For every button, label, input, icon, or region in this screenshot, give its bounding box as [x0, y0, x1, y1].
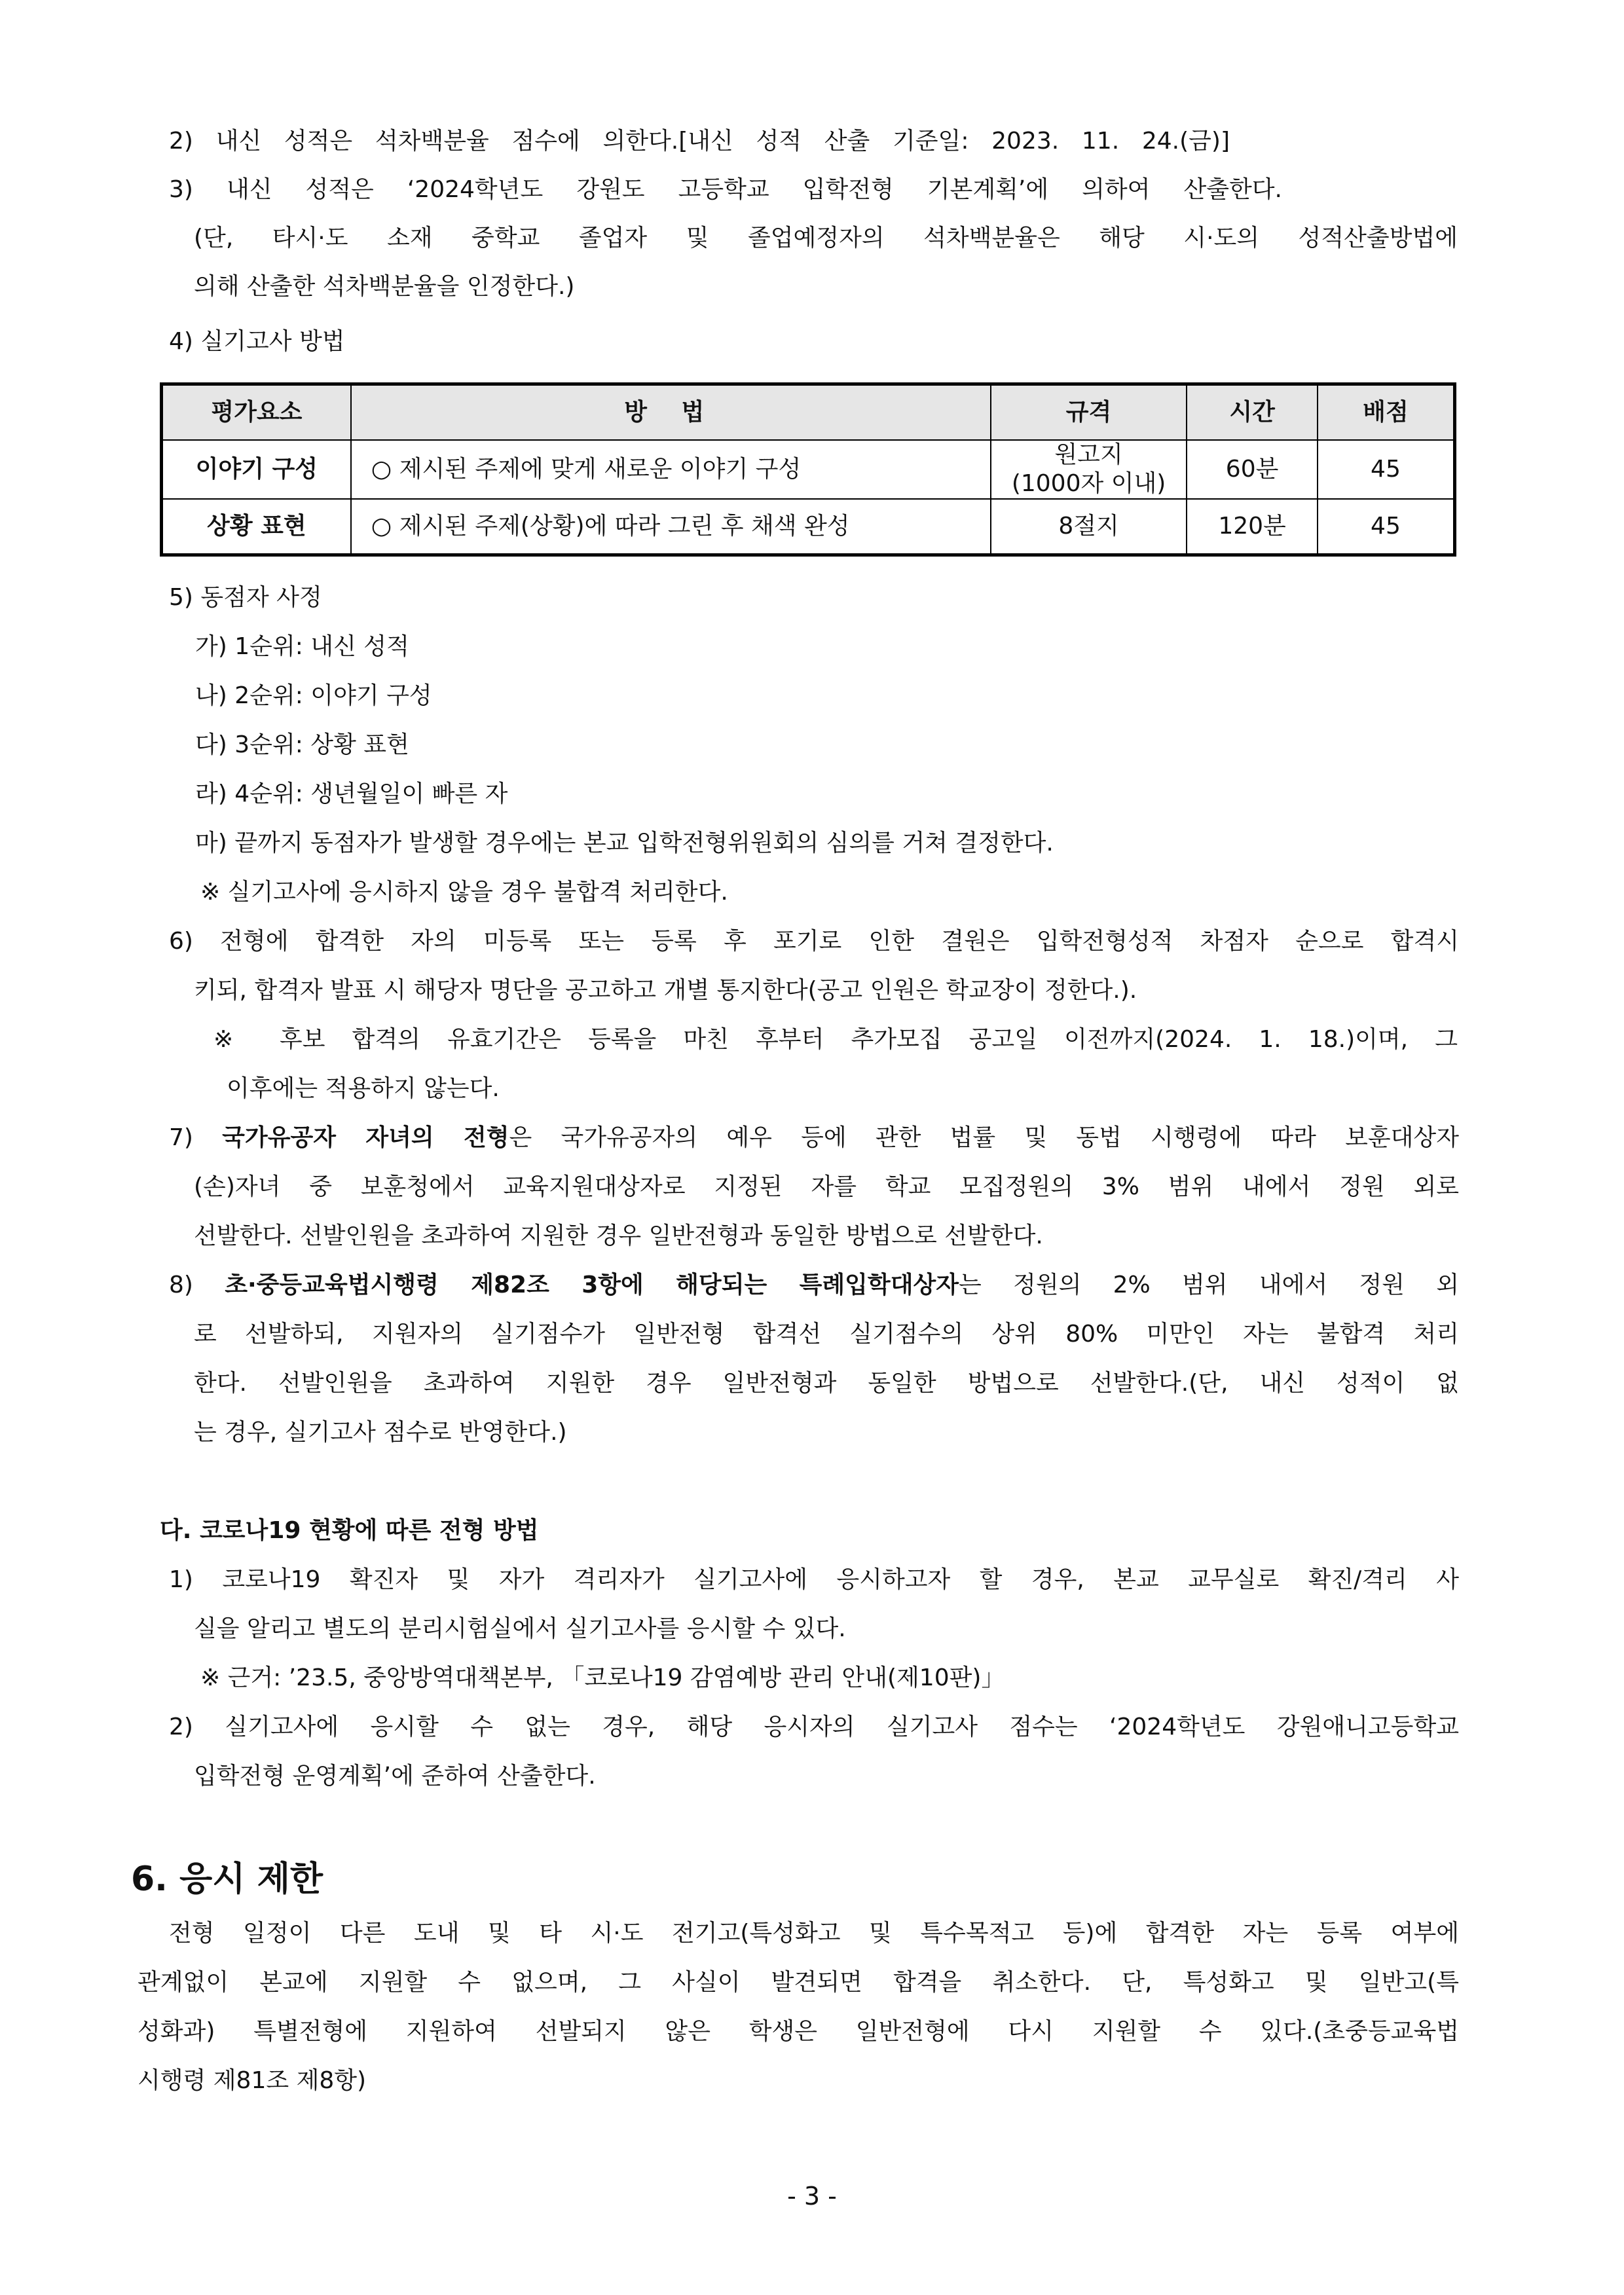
item-8-line-1	[169, 1270, 1459, 1301]
tiebreak-title: 5) 동점자 사정	[169, 584, 322, 611]
row-spec-line-1: 원고지	[1054, 441, 1123, 468]
covid-item-2-line-1: 2) 실기고사에 응시할 수 없는 경우, 해당 응시자의 실기고사 점수는 ‘2024학년도 강원애니고등학교	[169, 1714, 1459, 1740]
item-7-line-3: 선발한다. 선발인원을 초과하여 지원한 경우 일반전형과 동일한 방법으로 선발한다.	[194, 1222, 1043, 1249]
item-8-bold: 초·중등교육법시행령 제82조 3항에 해당되는 특례입학대상자	[225, 1272, 959, 1298]
item-3: 3) 내신 성적은 ‘2024학년도 강원도 고등학교 입학전형 기본계획’에 의하여 산출한다.	[169, 176, 1282, 203]
col-header-time: 시간	[1187, 384, 1318, 441]
exam-method-table	[160, 382, 1456, 557]
tiebreak-rank-4: 라) 4순위: 생년월일이 빠른 자	[195, 780, 508, 807]
item-3-note-line-2: 의해 산출한 석차백분율을 인정한다.)	[194, 273, 575, 300]
item-6-note-line-2: 이후에는 적용하지 않는다.	[227, 1075, 500, 1102]
item-6-note-line-1: ※ 후보 합격의 유효기간은 등록을 마친 후부터 추가모집 공고일 이전까지(2024. 1. 18.)이며, 그	[213, 1026, 1458, 1053]
item-3-note-line-1: (단, 타시·도 소재 중학교 졸업자 및 졸업예정자의 석차백분율은 해당 시·도의 성적산출방법에	[194, 225, 1458, 251]
item-2: 2) 내신 성적은 석차백분율 점수에 의한다.[내신 성적 산출 기준일: 2023. 11. 24.(금)]	[169, 128, 1230, 155]
row-spec-line-1: 8절지	[1058, 513, 1119, 540]
col-header-score: 배점	[1318, 384, 1455, 441]
row-score: 45	[1318, 440, 1455, 499]
item-7-line-1	[169, 1122, 1459, 1154]
section-6-line-1: 전형 일정이 다른 도내 및 타 시·도 전기고(특성화고 및 특수목적고 등)에 합격한 자는 등록 여부에	[169, 1920, 1459, 1947]
item-8-rest: 는 정원의 2% 범위 내에서 정원 외	[959, 1272, 1459, 1298]
covid-item-1-note: ※ 근거: ’23.5, 중앙방역대책본부, 「코로나19 감염예방 관리 안내(제10판)」	[200, 1664, 1005, 1691]
table-row	[162, 440, 1455, 499]
row-score: 45	[1318, 499, 1455, 555]
item-7-bold: 국가유공자 자녀의 전형	[222, 1124, 509, 1151]
row-method: ○ 제시된 주제에 맞게 새로운 이야기 구성	[351, 440, 991, 499]
item-8-line-3: 한다. 선발인원을 초과하여 지원한 경우 일반전형과 동일한 방법으로 선발한다.(단, 내신 성적이 없	[194, 1370, 1459, 1397]
item-4: 4) 실기고사 방법	[169, 328, 345, 355]
tiebreak-final: 마) 끝까지 동점자가 발생할 경우에는 본교 입학전형위원회의 심의를 거쳐 결정한다.	[195, 830, 1054, 856]
row-time: 60분	[1187, 440, 1318, 499]
tiebreak-rank-2: 나) 2순위: 이야기 구성	[195, 682, 432, 709]
section-6-line-4: 시행령 제81조 제8항)	[138, 2067, 367, 2094]
item-8-number: 8)	[169, 1272, 225, 1298]
item-7-number: 7)	[169, 1124, 223, 1151]
covid-item-2-line-2: 입학전형 운영계획’에 준하여 산출한다.	[194, 1763, 596, 1790]
section-6-line-3: 성화과) 특별전형에 지원하여 선발되지 않은 학생은 일반전형에 다시 지원할 수 있다.(초중등교육법	[138, 2018, 1459, 2045]
section-6-title: 6. 응시 제한	[131, 1860, 323, 1899]
row-spec-line-2: (1000자 이내)	[1011, 470, 1166, 497]
item-8-line-2: 로 선발하되, 지원자의 실기점수가 일반전형 합격선 실기점수의 상위 80% 미만인 자는 불합격 처리	[194, 1321, 1459, 1348]
col-header-element: 평가요소	[162, 384, 351, 441]
tiebreak-rank-1: 가) 1순위: 내신 성적	[195, 633, 409, 660]
col-header-spec: 규격	[991, 384, 1187, 441]
tiebreak-rank-3: 다) 3순위: 상황 표현	[195, 731, 409, 758]
item-6-line-2: 키되, 합격자 발표 시 해당자 명단을 공고하고 개별 통지한다(공고 인원은 학교장이 정한다.).	[194, 977, 1137, 1004]
col-header-method: 방 법	[351, 384, 991, 441]
row-spec	[991, 440, 1187, 499]
covid-item-1-line-2: 실을 알리고 별도의 분리시험실에서 실기고사를 응시할 수 있다.	[194, 1615, 846, 1642]
row-element: 이야기 구성	[162, 440, 351, 499]
table-header-row	[162, 384, 1455, 441]
row-element: 상황 표현	[162, 499, 351, 555]
table-row	[162, 499, 1455, 555]
covid-item-1-line-1: 1) 코로나19 확진자 및 자가 격리자가 실기고사에 응시하고자 할 경우, 본교 교무실로 확진/격리 사	[169, 1566, 1459, 1593]
item-7-line-2: (손)자녀 중 보훈청에서 교육지원대상자로 지정된 자를 학교 모집정원의 3% 범위 내에서 정원 외로	[194, 1173, 1459, 1200]
page-number: - 3 -	[787, 2182, 837, 2211]
item-7-rest: 은 국가유공자의 예우 등에 관한 법률 및 동법 시행령에 따라 보훈대상자	[509, 1124, 1459, 1151]
tiebreak-note: ※ 실기고사에 응시하지 않을 경우 불합격 처리한다.	[200, 879, 728, 906]
row-time: 120분	[1187, 499, 1318, 555]
row-method: ○ 제시된 주제(상황)에 따라 그린 후 채색 완성	[351, 499, 991, 555]
item-8-line-4: 는 경우, 실기고사 점수로 반영한다.)	[194, 1419, 567, 1446]
covid-heading: 다. 코로나19 현황에 따른 전형 방법	[160, 1517, 539, 1544]
row-spec	[991, 499, 1187, 555]
item-6-line-1: 6) 전형에 합격한 자의 미등록 또는 등록 후 포기로 인한 결원은 입학전형성적 차점자 순으로 합격시	[169, 928, 1459, 955]
section-6-line-2: 관계없이 본교에 지원할 수 없으며, 그 사실이 발견되면 합격을 취소한다. 단, 특성화고 및 일반고(특	[138, 1969, 1459, 1996]
